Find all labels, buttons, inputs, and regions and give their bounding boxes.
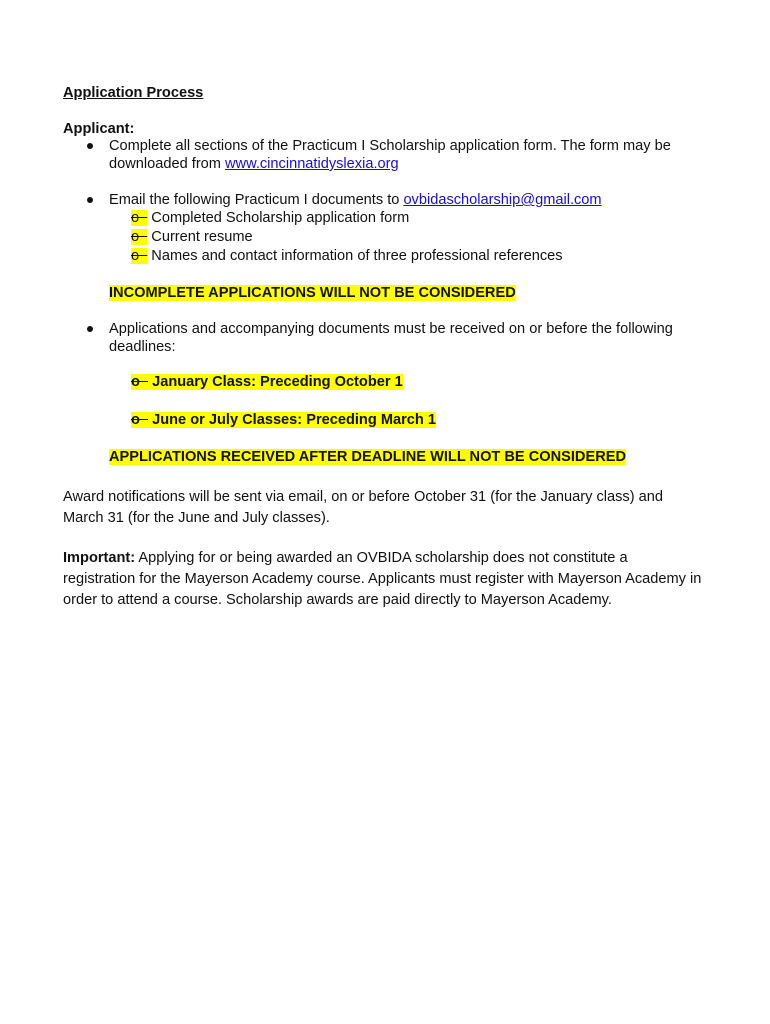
deadline-text: June or July Classes: Preceding March 1 [152, 412, 436, 428]
sub-bullet-marker: o [131, 229, 147, 245]
website-link[interactable]: www.cincinnatidyslexia.org [225, 156, 399, 172]
deadline-text: January Class: Preceding October 1 [152, 374, 403, 390]
important-paragraph [63, 548, 703, 611]
bullet3-line1: Applications and accompanying documents must be received on or before the following [109, 321, 673, 337]
award-paragraph: Award notifications will be sent via email, on or before October 31 (for the January class) and March 31 (for the June and July classes). [63, 489, 663, 526]
incomplete-warning: INCOMPLETE APPLICATIONS WILL NOT BE CONSIDERED [109, 285, 516, 301]
subitem-text: Names and contact information of three professional references [151, 248, 563, 264]
list-item [131, 247, 563, 265]
sub-bullet-marker: o [131, 412, 140, 428]
bullet-dot [87, 143, 93, 149]
bullet1-prefix: downloaded from [109, 156, 226, 172]
bullet-dot [87, 197, 93, 203]
bullet-dot [87, 326, 93, 332]
bullet2-prefix: Email the following Practicum I documents to [109, 192, 404, 208]
deadline-item [131, 411, 436, 429]
email-link[interactable]: ovbidascholarship@gmail.com [403, 192, 602, 208]
late-warning: APPLICATIONS RECEIVED AFTER DEADLINE WILL NOT BE CONSIDERED [109, 449, 627, 465]
sub-bullet-marker: o [131, 374, 140, 390]
subitem-text: Current resume [151, 229, 253, 245]
applicant-label: Applicant: [63, 121, 135, 137]
bullet3-line2: deadlines: [109, 339, 176, 355]
list-item [131, 209, 409, 227]
subitem-text: Completed Scholarship application form [151, 210, 410, 226]
bullet1-line2 [109, 155, 399, 173]
bullet1-line1: Complete all sections of the Practicum I Scholarship application form. The form may be [109, 138, 671, 154]
section-heading: Application Process [63, 85, 204, 101]
important-text: Applying for or being awarded an OVBIDA scholarship does not constitute a registration for the Mayerson Academy course. Applicants must register with Mayerson Academy in order to attend a course. Scholarship awards are paid directly to Mayerson Academy. [63, 550, 702, 608]
bullet2-line [109, 191, 602, 209]
sub-bullet-marker: o [131, 248, 147, 264]
sub-bullet-marker: o [131, 210, 147, 226]
list-item [131, 228, 253, 246]
important-label: Important: [63, 550, 136, 566]
deadline-item [131, 373, 403, 391]
